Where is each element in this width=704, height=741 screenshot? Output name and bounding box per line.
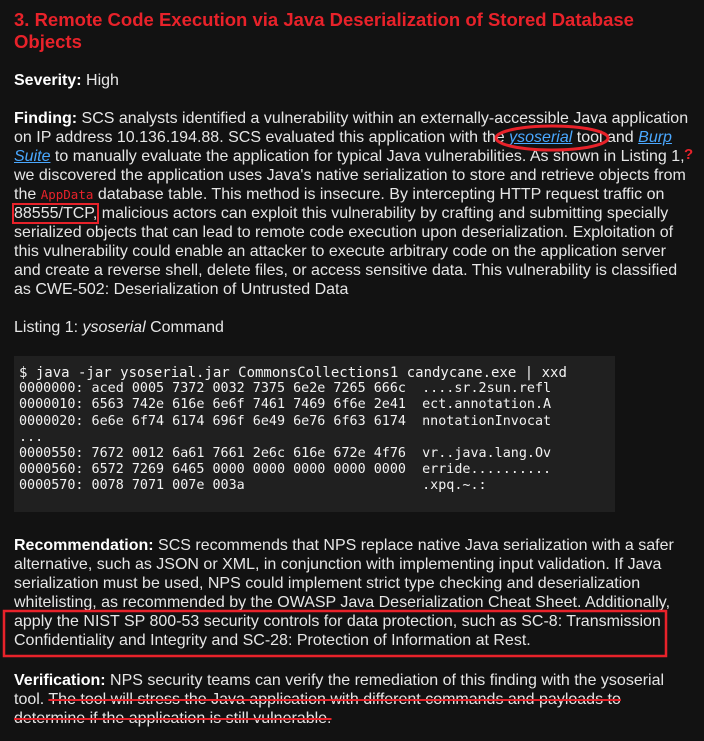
code-line: 0000560: 6572 7269 6465 0000 0000 0000 0000 0000 erride.......... [19, 462, 552, 478]
ysoserial-link[interactable]: ysoserial [509, 129, 573, 146]
recommendation-paragraph [14, 536, 690, 650]
finding-paragraph [14, 109, 690, 299]
finding-text-5: malicious actors can exploit this vulnerability by crafting and submitting specially serialized objects that can lead to remote code execution upon deserialization. Exploitation of this vulnerability could enable an attacker to execute arbitrary code on the application server and create a reverse shell, delete files, or access sensitive data. This vulnerability is classified as CWE-502: Deserialization of Untrusted Data [14, 205, 678, 298]
recommendation-text-2: apply the NIST SP 800-53 security controls for data protection, such as SC-8: Transmission Confidentiality and Integrity and SC-28: Protection of Information at Rest. [14, 612, 661, 649]
listing-caption [14, 318, 690, 337]
code-line: 0000550: 7672 0012 6a61 7661 2e6c 616e 672e 4f76 vr..java.lang.Ov [19, 446, 552, 462]
struck-text: The tool will stress the Java application with different commands and payloads to determine if the application is still vulnerable. [14, 690, 621, 727]
code-line: 0000010: 6563 742e 616e 6e6f 7461 7469 6f6e 2e41 ect.annotation.A [19, 397, 552, 413]
burp-suite-link[interactable]: Burp Suite [14, 129, 672, 165]
code-listing [14, 356, 615, 512]
port-highlight: 88555/TCP, [14, 205, 98, 222]
code-line: $ java -jar ysoserial.jar CommonsCollections1 candycane.exe | xxd [19, 365, 567, 381]
code-line: 0000570: 0078 7071 007e 003a .xpq.~.: [19, 478, 487, 494]
verification-text: NPS security teams can verify the remediation of this finding with the ysoserial tool. [14, 671, 665, 708]
severity-line [14, 71, 690, 90]
severity-label: Severity: [14, 72, 82, 89]
question-mark: ? [684, 146, 694, 163]
code-line: ... [19, 429, 44, 445]
finding-text-3: to manually evaluate the application for typical Java vulnerabilities. As shown in Listing 1, we discovered the application uses Java's native serialization to store and retrieve objects from the [14, 148, 686, 203]
severity-value: High [86, 72, 119, 89]
recommendation-label: Recommendation: [14, 536, 154, 554]
verification-label: Verification: [14, 671, 106, 689]
code-line: 0000020: 6e6e 6f74 6174 696f 6e49 6e76 6f63 6174 nnotationInvocat [19, 413, 552, 429]
finding-text-2: tool and [576, 129, 634, 146]
listing-tool: ysoserial [82, 319, 146, 336]
listing-prefix: Listing 1: [14, 319, 79, 336]
document-page [14, 9, 690, 728]
finding-text-1: SCS analysts identified a vulnerability within an externally-accessible Java application on IP address 10.136.194.88. SCS evaluated this application with the [14, 110, 689, 146]
section-heading: 3. Remote Code Execution via Java Deserialization of Stored Database Objects [14, 9, 634, 52]
listing-suffix: Command [150, 319, 224, 336]
verification-paragraph [14, 671, 690, 728]
finding-text-4: database table. This method is insecure. By intercepting HTTP request traffic on [97, 186, 665, 203]
finding-label: Finding: [14, 110, 78, 127]
appdata-code: AppData [40, 187, 94, 202]
code-line: 0000000: aced 0005 7372 0032 7375 6e2e 7265 666c ....sr.2sun.refl [19, 381, 552, 397]
recommendation-text-1: SCS recommends that NPS replace native Java serialization with a safer alternative, such as JSON or XML, in conjunction with implementing input validation. If Java serialization must be used, NPS could implement strict type checking and deserialization whitelisting, as recommended by the OWASP Java Deserialization Cheat Sheet. Additionally, [14, 536, 674, 611]
